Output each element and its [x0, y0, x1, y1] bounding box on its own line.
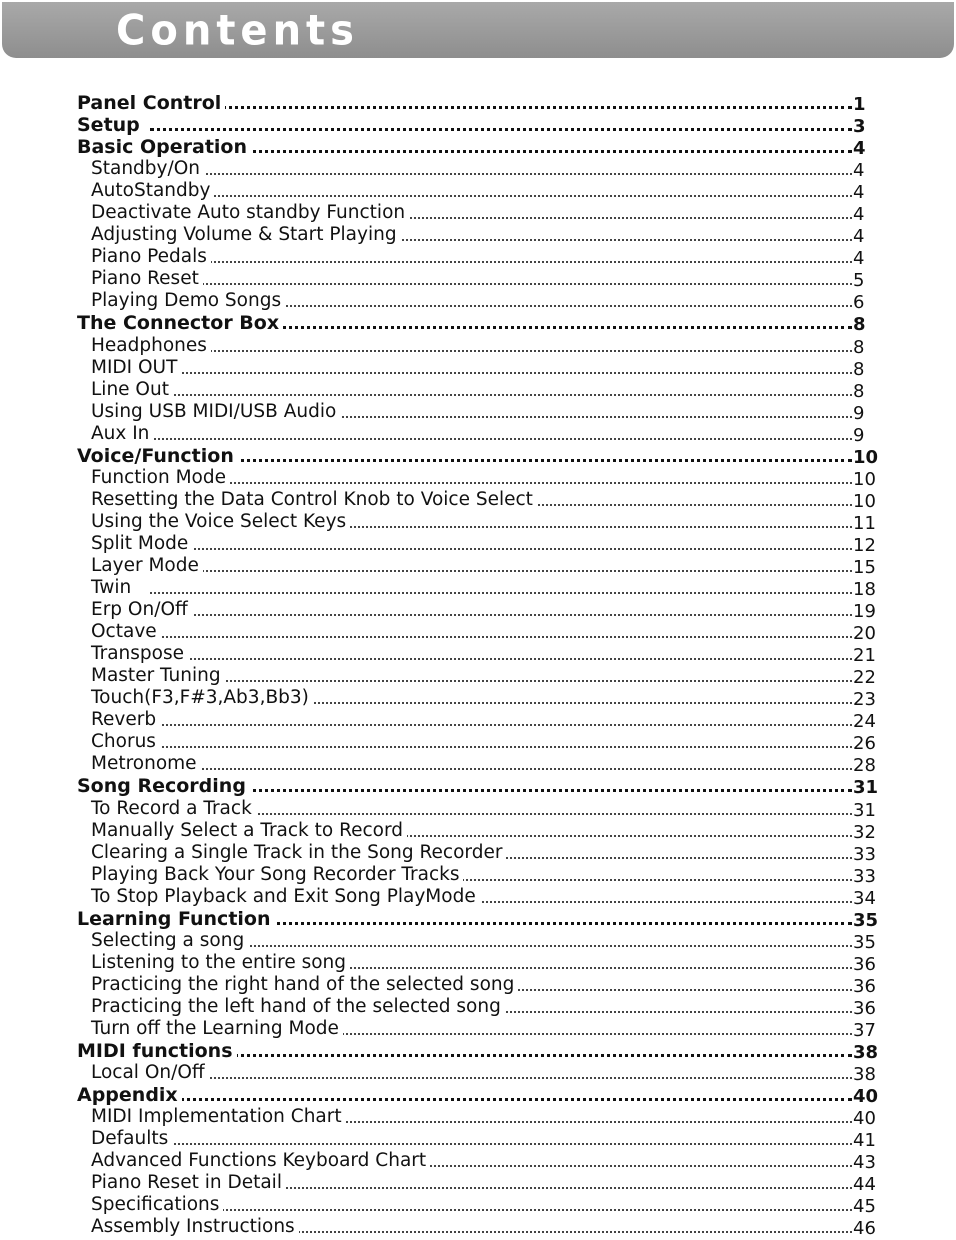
toc-page-number: 35 — [853, 909, 879, 931]
toc-entry[interactable] — [0, 864, 956, 886]
leader-dots — [150, 1077, 852, 1079]
leader-dots — [150, 945, 852, 947]
toc-label: Piano Reset — [91, 268, 203, 290]
leader-dots — [150, 1209, 852, 1211]
leader-dots — [150, 592, 852, 594]
toc-label: Transpose — [91, 643, 188, 665]
toc-section[interactable] — [0, 312, 956, 334]
toc-page-number: 10 — [853, 468, 876, 490]
toc-entry[interactable] — [0, 952, 956, 974]
toc-label: Manually Select a Track to Record — [91, 820, 407, 842]
leader-dots — [150, 724, 852, 726]
toc-entry[interactable] — [0, 1194, 956, 1216]
toc-section[interactable] — [0, 92, 956, 114]
toc-label: Assembly Instructions — [91, 1216, 299, 1238]
toc-entry[interactable] — [0, 665, 956, 687]
toc-label: Setup — [77, 114, 144, 136]
toc-label: Piano Reset in Detail — [91, 1172, 286, 1194]
toc-entry[interactable] — [0, 357, 956, 379]
toc-label: The Connector Box — [77, 312, 283, 334]
toc-page-number: 9 — [853, 424, 865, 446]
toc-label: Song Recording — [77, 775, 250, 797]
contents-banner — [2, 2, 954, 58]
toc-entry[interactable] — [0, 842, 956, 864]
toc-page-number: 11 — [853, 512, 876, 534]
toc-section[interactable] — [0, 445, 956, 467]
toc-entry[interactable] — [0, 1172, 956, 1194]
leader-dots — [150, 106, 852, 109]
toc-page-number: 40 — [853, 1086, 879, 1108]
toc-entry[interactable] — [0, 158, 956, 180]
toc-page-number: 33 — [853, 843, 876, 865]
toc-label: Master Tuning — [91, 665, 225, 687]
toc-page-number: 45 — [853, 1196, 876, 1218]
toc-page-number: 20 — [853, 623, 876, 645]
toc-label: Using USB MIDI/USB Audio — [91, 401, 340, 423]
toc-page-number: 31 — [853, 777, 879, 799]
leader-dots — [150, 128, 852, 131]
toc-page-number: 9 — [853, 402, 865, 424]
toc-entry[interactable] — [0, 643, 956, 665]
toc-page-number: 26 — [853, 733, 876, 755]
toc-page-number: 24 — [853, 711, 876, 733]
toc-section[interactable] — [0, 1084, 956, 1106]
toc-label: MIDI OUT — [91, 357, 181, 379]
toc-entry[interactable] — [0, 974, 956, 996]
toc-entry[interactable] — [0, 1150, 956, 1172]
leader-dots — [150, 1054, 852, 1057]
toc-entry[interactable] — [0, 268, 956, 290]
toc-label: Panel Control — [77, 92, 225, 114]
toc-label: Standby/On — [91, 158, 204, 180]
toc-entry[interactable] — [0, 202, 956, 224]
toc-section[interactable] — [0, 114, 956, 136]
toc-entry[interactable] — [0, 467, 956, 489]
toc-label: Adjusting Volume & Start Playing — [91, 224, 401, 246]
leader-dots — [150, 372, 852, 374]
toc-page-number: 4 — [853, 204, 865, 226]
toc-page-number: 8 — [853, 358, 865, 380]
toc-page-number: 32 — [853, 821, 876, 843]
toc-label: Layer Mode — [91, 555, 203, 577]
toc-label: Touch(F3,F#3,Ab3,Bb3) — [91, 687, 313, 709]
toc-label: Chorus — [91, 731, 160, 753]
toc-page-number: 21 — [853, 645, 876, 667]
toc-label: Split Mode — [91, 533, 192, 555]
toc-label: MIDI Implementation Chart — [91, 1106, 346, 1128]
leader-dots — [150, 438, 852, 440]
toc-label: Deactivate Auto standby Function — [91, 202, 409, 224]
toc-page-number: 18 — [853, 579, 876, 601]
toc-label: Practicing the left hand of the selected song — [91, 996, 505, 1018]
toc-entry[interactable] — [0, 621, 956, 643]
toc-page-number: 43 — [853, 1152, 876, 1174]
toc-section[interactable] — [0, 136, 956, 158]
toc-page-number: 4 — [853, 160, 865, 182]
toc-label: Specifications — [91, 1194, 223, 1216]
toc-entry[interactable] — [0, 753, 956, 775]
toc-label: Voice/Function — [77, 445, 238, 467]
toc-page-number: 31 — [853, 799, 876, 821]
toc-label: Clearing a Single Track in the Song Recorder — [91, 842, 506, 864]
toc-page-number: 6 — [853, 292, 865, 314]
toc-entry[interactable] — [0, 577, 956, 599]
toc-entry[interactable] — [0, 930, 956, 952]
toc-page-number: 5 — [853, 270, 865, 292]
toc-label: Local On/Off — [91, 1062, 209, 1084]
toc-page-number: 8 — [853, 380, 865, 402]
toc-entry[interactable] — [0, 533, 956, 555]
toc-page-number: 36 — [853, 953, 876, 975]
toc-label: Octave — [91, 621, 161, 643]
page-title: Contents — [116, 6, 359, 56]
toc-label: Practicing the right hand of the selected song — [91, 974, 518, 996]
toc-label: To Record a Track — [91, 798, 256, 820]
toc-label: Using the Voice Select Keys — [91, 511, 350, 533]
toc-page-number: 15 — [853, 556, 876, 578]
toc-page-number: 28 — [853, 755, 876, 777]
toc-label: Appendix — [77, 1084, 182, 1106]
toc-label: Function Mode — [91, 467, 230, 489]
toc-label: Line Out — [91, 379, 173, 401]
leader-dots — [150, 746, 852, 748]
toc-entry[interactable] — [0, 555, 956, 577]
toc-label: Erp On/Off — [91, 599, 192, 621]
toc-page-number: 35 — [853, 931, 876, 953]
toc-entry[interactable] — [0, 1106, 956, 1128]
toc-entry[interactable] — [0, 1018, 956, 1040]
toc-entry[interactable] — [0, 798, 956, 820]
toc-page-number: 8 — [853, 336, 865, 358]
toc-label: Headphones — [91, 335, 211, 357]
toc-label: Resetting the Data Control Knob to Voice Select — [91, 489, 537, 511]
toc-label: Aux In — [91, 423, 153, 445]
toc-page-number: 44 — [853, 1174, 876, 1196]
toc-page-number: 38 — [853, 1064, 876, 1086]
toc-section[interactable] — [0, 908, 956, 930]
leader-dots — [150, 283, 852, 285]
toc-label: Playing Demo Songs — [91, 290, 285, 312]
toc-section[interactable] — [0, 775, 956, 797]
toc-page-number: 38 — [853, 1042, 879, 1064]
toc-page-number: 1 — [853, 94, 866, 115]
toc-entry[interactable] — [0, 687, 956, 709]
toc-label: AutoStandby — [91, 180, 214, 202]
leader-dots — [150, 394, 852, 396]
leader-dots — [150, 768, 852, 770]
toc-entry[interactable] — [0, 224, 956, 246]
toc-label: To Stop Playback and Exit Song PlayMode — [91, 886, 480, 908]
toc-page-number: 3 — [853, 116, 866, 138]
toc-page-number: 37 — [853, 1019, 876, 1041]
toc-entry[interactable] — [0, 996, 956, 1018]
toc-entry[interactable] — [0, 820, 956, 842]
toc-page-number: 22 — [853, 667, 876, 689]
toc-label: Selecting a song — [91, 930, 248, 952]
toc-page-number: 40 — [853, 1108, 876, 1130]
toc-entry[interactable] — [0, 709, 956, 731]
toc-entry[interactable] — [0, 1216, 956, 1238]
toc-page-number: 33 — [853, 865, 876, 887]
toc-label: Piano Pedals — [91, 246, 211, 268]
toc-label: Learning Function — [77, 908, 275, 930]
toc-label: Metronome — [91, 753, 201, 775]
toc-page-number: 19 — [853, 601, 876, 623]
toc-label: Basic Operation — [77, 136, 251, 158]
leader-dots — [150, 1098, 852, 1101]
toc-page-number: 4 — [853, 226, 865, 248]
toc-entry[interactable] — [0, 1128, 956, 1150]
leader-dots — [150, 614, 852, 616]
toc-label: Turn off the Learning Mode — [91, 1018, 343, 1040]
leader-dots — [150, 482, 852, 484]
toc-entry[interactable] — [0, 290, 956, 312]
toc-entry[interactable] — [0, 599, 956, 621]
toc-page-number: 41 — [853, 1130, 876, 1152]
toc-entry[interactable] — [0, 180, 956, 202]
leader-dots — [150, 680, 852, 682]
toc-label: Reverb — [91, 709, 160, 731]
toc-page-number: 12 — [853, 534, 876, 556]
leader-dots — [150, 658, 852, 660]
toc-entry[interactable] — [0, 886, 956, 908]
toc-label: Playing Back Your Song Recorder Tracks — [91, 864, 463, 886]
toc-page-number: 8 — [853, 314, 866, 336]
toc-label: Listening to the entire song — [91, 952, 350, 974]
leader-dots — [150, 636, 852, 638]
toc-entry[interactable] — [0, 401, 956, 423]
toc-page-number: 10 — [853, 446, 879, 468]
leader-dots — [150, 195, 852, 197]
toc-entry[interactable] — [0, 423, 956, 445]
leader-dots — [150, 173, 852, 175]
toc-page-number: 36 — [853, 997, 876, 1019]
toc-label: Defaults — [91, 1128, 172, 1150]
toc-entry[interactable] — [0, 246, 956, 268]
toc-entry[interactable] — [0, 335, 956, 357]
leader-dots — [150, 350, 852, 352]
toc-page-number: 36 — [853, 975, 876, 997]
toc-entry[interactable] — [0, 731, 956, 753]
leader-dots — [150, 1143, 852, 1145]
toc-label: Advanced Functions Keyboard Chart — [91, 1150, 430, 1172]
toc-label: MIDI functions — [77, 1040, 237, 1062]
toc-page-number: 23 — [853, 689, 876, 711]
toc-entry[interactable] — [0, 379, 956, 401]
toc-entry[interactable] — [0, 511, 956, 533]
leader-dots — [150, 548, 852, 550]
toc-page-number: 34 — [853, 887, 876, 909]
leader-dots — [150, 789, 852, 792]
toc-page-number: 4 — [853, 248, 865, 270]
toc-page-number: 46 — [853, 1218, 876, 1240]
leader-dots — [150, 459, 852, 462]
leader-dots — [150, 150, 852, 153]
toc-entry[interactable] — [0, 489, 956, 511]
leader-dots — [150, 570, 852, 572]
toc-page-number: 10 — [853, 490, 876, 512]
leader-dots — [150, 261, 852, 263]
toc-page-number: 4 — [853, 182, 865, 204]
toc-section[interactable] — [0, 1040, 956, 1062]
toc-page-number: 4 — [853, 138, 866, 160]
toc-label: Twin — [91, 577, 135, 599]
table-of-contents — [0, 92, 956, 1238]
toc-entry[interactable] — [0, 1062, 956, 1084]
